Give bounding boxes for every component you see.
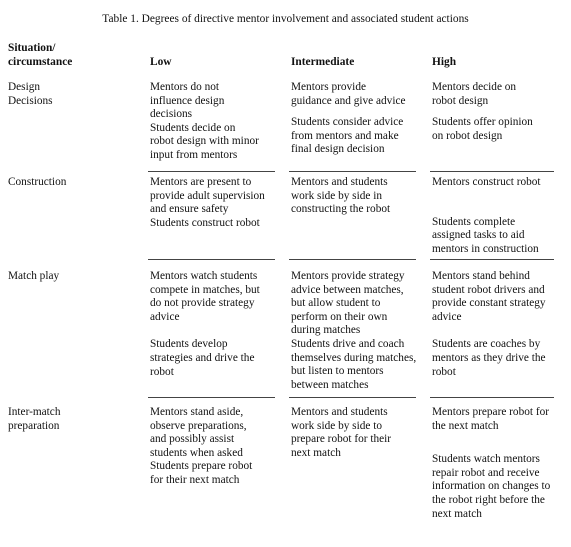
cell-line: mentors in construction	[432, 242, 539, 255]
cell-line: Students complete	[432, 215, 516, 228]
cell-line: Mentors stand behind	[432, 270, 530, 282]
cell-line: Mentors construct robot	[432, 176, 541, 188]
cell-line: next match	[291, 446, 341, 459]
cell-line: perform on their own	[291, 310, 388, 323]
header-low: Low	[150, 56, 172, 68]
cell-line: robot	[150, 365, 174, 378]
cell-line: Match play	[8, 270, 60, 282]
header-situation-line: Situation/	[8, 42, 56, 54]
header-high: High	[432, 56, 457, 68]
row-situation	[8, 406, 60, 433]
cell-line: next match	[432, 507, 482, 520]
row-divider	[430, 171, 554, 172]
cell-high	[432, 176, 541, 256]
cell-line: Students develop	[150, 338, 228, 351]
cell-line: but listen to mentors	[291, 365, 384, 378]
cell-line: Mentors provide strategy	[291, 270, 405, 282]
cell-line: Mentors prepare robot for	[432, 406, 550, 418]
cell-line: Students watch mentors	[432, 453, 540, 466]
cell-low	[150, 176, 265, 230]
cell-line: the robot right before the	[432, 493, 545, 506]
row-divider	[430, 259, 554, 260]
cell-line: for their next match	[150, 473, 240, 486]
row-divider	[148, 171, 275, 172]
cell-line: Students prepare robot	[150, 460, 253, 473]
cell-line: robot design with minor	[150, 135, 259, 148]
table-caption: Table 1. Degrees of directive mentor involvement and associated student actions	[102, 13, 469, 25]
cell-line: preparation	[8, 419, 60, 432]
cell-line: decisions	[150, 108, 193, 121]
cell-line: advice	[432, 310, 462, 323]
cell-high	[432, 81, 533, 143]
cell-line: advice between matches,	[291, 283, 404, 296]
cell-line: observe preparations,	[150, 419, 247, 432]
cell-line: Design	[8, 81, 41, 93]
row-situation	[8, 176, 66, 190]
cell-line: Students construct robot	[150, 216, 260, 229]
row-divider	[289, 171, 416, 172]
cell-line: themselves during matches,	[291, 351, 417, 364]
cell-low	[150, 81, 259, 163]
cell-line: Construction	[8, 176, 67, 188]
cell-line: robot design	[432, 94, 489, 107]
cell-line: Decisions	[8, 94, 53, 107]
cell-high	[432, 406, 550, 521]
cell-line: from mentors and make	[291, 129, 399, 142]
cell-intermediate	[291, 406, 391, 460]
cell-line: assigned tasks to aid	[432, 229, 525, 242]
row-divider	[148, 397, 275, 398]
cell-line: Students offer opinion	[432, 116, 533, 129]
row-divider	[289, 259, 416, 260]
cell-line: guidance and give advice	[291, 94, 406, 107]
cell-low	[150, 270, 260, 379]
cell-line: Mentors do not	[150, 81, 220, 93]
cell-line: but allow student to	[291, 297, 381, 310]
cell-line: Mentors are present to	[150, 176, 252, 188]
cell-line: Mentors provide	[291, 81, 366, 93]
cell-line: and ensure safety	[150, 203, 229, 216]
cell-line: Mentors and students	[291, 406, 388, 418]
cell-line: advice	[150, 310, 180, 323]
cell-line: prepare robot for their	[291, 433, 392, 446]
cell-intermediate	[291, 270, 416, 392]
cell-line: influence design	[150, 94, 225, 107]
cell-line: Mentors stand aside,	[150, 406, 244, 418]
cell-intermediate	[291, 81, 406, 157]
cell-line: constructing the robot	[291, 203, 391, 216]
cell-line: Students drive and coach	[291, 337, 405, 350]
cell-line: students when asked	[150, 446, 243, 459]
cell-line: and possibly assist	[150, 433, 235, 446]
cell-line: during matches	[291, 324, 361, 337]
header-intermediate: Intermediate	[291, 56, 355, 68]
cell-line: Students decide on	[150, 121, 236, 134]
cell-line: Mentors and students	[291, 176, 388, 188]
cell-line: student robot drivers and	[432, 283, 545, 296]
header-situation-line: circumstance	[8, 55, 73, 68]
cell-line: do not provide strategy	[150, 297, 255, 310]
cell-line: strategies and drive the	[150, 351, 255, 364]
cell-line: final design decision	[291, 143, 385, 156]
cell-line: Students consider advice	[291, 116, 404, 129]
cell-high	[432, 270, 546, 379]
cell-line: robot	[432, 365, 456, 378]
cell-line: the next match	[432, 419, 499, 432]
cell-line: Mentors watch students	[150, 270, 258, 282]
cell-line: input from mentors	[150, 148, 238, 161]
cell-line: mentors as they drive the	[432, 351, 546, 364]
cell-line: provide adult supervision	[150, 189, 265, 202]
cell-line: on robot design	[432, 129, 503, 142]
cell-line: Students are coaches by	[432, 338, 541, 351]
cell-line: work side by side to	[291, 419, 382, 432]
row-divider	[430, 397, 554, 398]
cell-intermediate	[291, 176, 390, 217]
row-situation	[8, 270, 59, 284]
cell-line: compete in matches, but	[150, 283, 260, 296]
header-situation	[8, 42, 72, 69]
cell-line: Mentors decide on	[432, 81, 517, 93]
cell-line: between matches	[291, 378, 369, 391]
row-situation	[8, 81, 53, 108]
cell-line: information on changes to	[432, 480, 551, 493]
row-divider	[148, 259, 275, 260]
cell-line: provide constant strategy	[432, 297, 546, 310]
cell-line: repair robot and receive	[432, 466, 540, 479]
cell-line: work side by side in	[291, 189, 382, 202]
cell-low	[150, 406, 252, 488]
cell-line: Inter-match	[8, 406, 61, 418]
row-divider	[289, 397, 416, 398]
